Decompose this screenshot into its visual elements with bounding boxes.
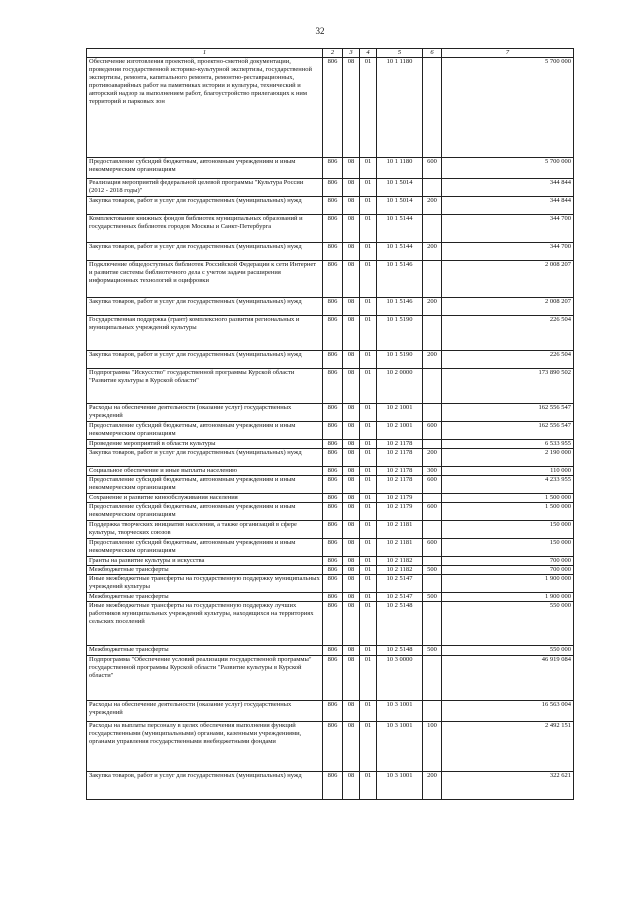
- section-code: 08: [343, 58, 360, 158]
- expense-type-code: [423, 602, 442, 646]
- subsection-code: 01: [360, 179, 377, 197]
- target-article-code: 10 1 5144: [377, 243, 423, 261]
- ved-code: 806: [323, 298, 343, 316]
- item-name: Закупка товаров, работ и услуг для государственных (муниципальных) нужд: [87, 298, 323, 316]
- section-code: 08: [343, 593, 360, 602]
- subsection-code: 01: [360, 261, 377, 298]
- subsection-code: 01: [360, 467, 377, 476]
- item-name: Межбюджетные трансферты: [87, 566, 323, 575]
- target-article-code: 10 1 5190: [377, 316, 423, 351]
- expense-type-code: 100: [423, 722, 442, 772]
- subsection-code: 01: [360, 298, 377, 316]
- section-code: 08: [343, 197, 360, 215]
- expense-type-code: [423, 557, 442, 566]
- subsection-code: 01: [360, 646, 377, 656]
- amount: 322 621: [442, 772, 574, 800]
- section-code: 08: [343, 701, 360, 722]
- amount: 226 504: [442, 316, 574, 351]
- target-article-code: 10 2 5147: [377, 593, 423, 602]
- table-row: [87, 701, 574, 722]
- ved-code: 806: [323, 158, 343, 179]
- item-name: Расходы на обеспечение деятельности (оказание услуг) государственных учреждений: [87, 404, 323, 422]
- section-code: 08: [343, 298, 360, 316]
- subsection-code: 01: [360, 722, 377, 772]
- target-article-code: 10 2 1181: [377, 521, 423, 539]
- expense-type-code: [423, 369, 442, 404]
- ved-code: 806: [323, 467, 343, 476]
- expense-type-code: 600: [423, 539, 442, 557]
- target-article-code: 10 2 1178: [377, 476, 423, 494]
- subsection-code: 01: [360, 58, 377, 158]
- subsection-code: 01: [360, 575, 377, 593]
- item-name: Предоставление субсидий бюджетным, автономным учреждениям и иным некоммерческим организациям: [87, 503, 323, 521]
- amount: 2 008 207: [442, 261, 574, 298]
- table-row: [87, 722, 574, 772]
- item-name: Проведение мероприятий в области культуры: [87, 440, 323, 449]
- subsection-code: 01: [360, 772, 377, 800]
- expense-type-code: [423, 575, 442, 593]
- item-name: Реализация мероприятий федеральной целевой программы "Культура России (2012 - 2018 годы)": [87, 179, 323, 197]
- item-name: Межбюджетные трансферты: [87, 593, 323, 602]
- amount: 344 700: [442, 243, 574, 261]
- item-name: Подпрограмма "Обеспечение условий реализации государственной программы" государственной программы Курской области "Развитие культуры в Курской области": [87, 656, 323, 701]
- table-row: [87, 557, 574, 566]
- target-article-code: 10 1 1180: [377, 158, 423, 179]
- section-code: 08: [343, 494, 360, 503]
- expense-type-code: 500: [423, 593, 442, 602]
- item-name: Предоставление субсидий бюджетным, автономным учреждениям и иным некоммерческим организациям: [87, 422, 323, 440]
- column-header-csr: 5: [377, 49, 423, 58]
- item-name: Закупка товаров, работ и услуг для государственных (муниципальных) нужд: [87, 243, 323, 261]
- column-header-sum: 7: [442, 49, 574, 58]
- section-code: 08: [343, 215, 360, 243]
- expense-type-code: [423, 521, 442, 539]
- expense-type-code: 200: [423, 351, 442, 369]
- amount: 344 844: [442, 179, 574, 197]
- target-article-code: 10 3 1001: [377, 722, 423, 772]
- expense-type-code: [423, 656, 442, 701]
- section-code: 08: [343, 404, 360, 422]
- item-name: Расходы на выплаты персоналу в целях обеспечения выполнения функций государственными (муниципальными) органами, казенными учреждениями, органами управления государственными внебюджетными фондами: [87, 722, 323, 772]
- amount: 1 900 000: [442, 575, 574, 593]
- table-row: [87, 503, 574, 521]
- item-name: Поддержка творческих инициатив населения, а также организаций в сфере культуры, творческих союзов: [87, 521, 323, 539]
- subsection-code: 01: [360, 557, 377, 566]
- target-article-code: 10 1 5144: [377, 215, 423, 243]
- table-row: [87, 656, 574, 701]
- expense-type-code: 200: [423, 243, 442, 261]
- amount: 700 000: [442, 557, 574, 566]
- amount: 110 000: [442, 467, 574, 476]
- subsection-code: 01: [360, 197, 377, 215]
- expense-type-code: 500: [423, 566, 442, 575]
- section-code: 08: [343, 467, 360, 476]
- table-row: [87, 215, 574, 243]
- expense-type-code: [423, 58, 442, 158]
- table-row: [87, 467, 574, 476]
- target-article-code: 10 3 0000: [377, 656, 423, 701]
- item-name: Закупка товаров, работ и услуг для государственных (муниципальных) нужд: [87, 197, 323, 215]
- ved-code: 806: [323, 646, 343, 656]
- amount: 2 492 151: [442, 722, 574, 772]
- ved-code: 806: [323, 369, 343, 404]
- amount: 1 500 000: [442, 494, 574, 503]
- section-code: 08: [343, 351, 360, 369]
- table-row: [87, 316, 574, 351]
- ved-code: 806: [323, 197, 343, 215]
- section-code: 08: [343, 539, 360, 557]
- item-name: Предоставление субсидий бюджетным, автономным учреждениям и иным некоммерческим организациям: [87, 158, 323, 179]
- amount: 700 000: [442, 566, 574, 575]
- ved-code: 806: [323, 261, 343, 298]
- table-row: [87, 422, 574, 440]
- column-header-vr: 6: [423, 49, 442, 58]
- table-header-row: [87, 49, 574, 58]
- expense-type-code: [423, 404, 442, 422]
- amount: 150 000: [442, 539, 574, 557]
- expense-type-code: [423, 215, 442, 243]
- expense-type-code: 600: [423, 158, 442, 179]
- target-article-code: 10 3 1001: [377, 701, 423, 722]
- item-name: Социальное обеспечение и иные выплаты населению: [87, 467, 323, 476]
- ved-code: 806: [323, 521, 343, 539]
- table-row: [87, 404, 574, 422]
- item-name: Закупка товаров, работ и услуг для государственных (муниципальных) нужд: [87, 351, 323, 369]
- table-row: [87, 566, 574, 575]
- subsection-code: 01: [360, 602, 377, 646]
- table-row: [87, 593, 574, 602]
- table-row: [87, 476, 574, 494]
- expense-type-code: 600: [423, 422, 442, 440]
- table-row: [87, 158, 574, 179]
- item-name: Межбюджетные трансферты: [87, 646, 323, 656]
- target-article-code: 10 1 5190: [377, 351, 423, 369]
- subsection-code: 01: [360, 158, 377, 179]
- table-row: [87, 179, 574, 197]
- target-article-code: 10 2 5147: [377, 575, 423, 593]
- section-code: 08: [343, 602, 360, 646]
- section-code: 08: [343, 503, 360, 521]
- ved-code: 806: [323, 476, 343, 494]
- ved-code: 806: [323, 722, 343, 772]
- subsection-code: 01: [360, 449, 377, 467]
- section-code: 08: [343, 722, 360, 772]
- subsection-code: 01: [360, 476, 377, 494]
- target-article-code: 10 1 5014: [377, 179, 423, 197]
- section-code: 08: [343, 557, 360, 566]
- ved-code: 806: [323, 58, 343, 158]
- ved-code: 806: [323, 215, 343, 243]
- section-code: 08: [343, 449, 360, 467]
- amount: 226 504: [442, 351, 574, 369]
- item-name: Подпрограмма "Искусство" государственной программы Курской области "Развитие культуры в Курской области": [87, 369, 323, 404]
- target-article-code: 10 2 1178: [377, 440, 423, 449]
- section-code: 08: [343, 369, 360, 404]
- table-row: [87, 646, 574, 656]
- target-article-code: 10 2 1001: [377, 422, 423, 440]
- target-article-code: 10 2 1179: [377, 494, 423, 503]
- item-name: Обеспечение изготовления проектной, проектно-сметной документации, проведения государственной историко-культурной экспертизы, государственной экспертизы, ремонта, капитального ремонта, ремонтно-реставрационных, противоаварийных работ на памятниках истории и культуры, технический и авторский надзор за выполнением работ, благоустройство прилегающих к ним территорий и парковых зон: [87, 58, 323, 158]
- amount: 150 000: [442, 521, 574, 539]
- target-article-code: 10 2 1178: [377, 467, 423, 476]
- budget-table: [86, 48, 574, 800]
- section-code: 08: [343, 646, 360, 656]
- table-row: [87, 351, 574, 369]
- item-name: Закупка товаров, работ и услуг для государственных (муниципальных) нужд: [87, 449, 323, 467]
- target-article-code: 10 1 5146: [377, 261, 423, 298]
- table-row: [87, 539, 574, 557]
- expense-type-code: 200: [423, 197, 442, 215]
- amount: 162 556 547: [442, 404, 574, 422]
- table-row: [87, 575, 574, 593]
- subsection-code: 01: [360, 521, 377, 539]
- expense-type-code: [423, 261, 442, 298]
- table-row: [87, 440, 574, 449]
- amount: 550 000: [442, 646, 574, 656]
- amount: 46 919 084: [442, 656, 574, 701]
- expense-type-code: [423, 701, 442, 722]
- ved-code: 806: [323, 701, 343, 722]
- subsection-code: 01: [360, 656, 377, 701]
- item-name: Государственная поддержка (грант) комплексного развития региональных и муниципальных учреждений культуры: [87, 316, 323, 351]
- subsection-code: 01: [360, 369, 377, 404]
- item-name: Подключение общедоступных библиотек Российской Федерации к сети Интернет и развитие системы библиотечного дела с учетом задачи расширения информационных технологий и оцифровки: [87, 261, 323, 298]
- ved-code: 806: [323, 602, 343, 646]
- amount: 344 844: [442, 197, 574, 215]
- column-header-pr: 4: [360, 49, 377, 58]
- target-article-code: 10 2 1182: [377, 566, 423, 575]
- subsection-code: 01: [360, 566, 377, 575]
- expense-type-code: 200: [423, 298, 442, 316]
- section-code: 08: [343, 158, 360, 179]
- item-name: Комплектование книжных фондов библиотек муниципальных образований и государственных библиотек городов Москвы и Санкт-Петербурга: [87, 215, 323, 243]
- expense-type-code: 200: [423, 449, 442, 467]
- section-code: 08: [343, 656, 360, 701]
- expense-type-code: [423, 494, 442, 503]
- section-code: 08: [343, 261, 360, 298]
- subsection-code: 01: [360, 440, 377, 449]
- ved-code: 806: [323, 593, 343, 602]
- item-name: Закупка товаров, работ и услуг для государственных (муниципальных) нужд: [87, 772, 323, 800]
- section-code: 08: [343, 772, 360, 800]
- item-name: Сохранение и развитие кинообслуживания населения: [87, 494, 323, 503]
- section-code: 08: [343, 566, 360, 575]
- expense-type-code: 600: [423, 476, 442, 494]
- ved-code: 806: [323, 351, 343, 369]
- ved-code: 806: [323, 179, 343, 197]
- item-name: Предоставление субсидий бюджетным, автономным учреждениям и иным некоммерческим организациям: [87, 476, 323, 494]
- item-name: Иные межбюджетные трансферты на государственную поддержку муниципальных учреждений культуры: [87, 575, 323, 593]
- expense-type-code: 200: [423, 772, 442, 800]
- section-code: 08: [343, 575, 360, 593]
- table-row: [87, 243, 574, 261]
- ved-code: 806: [323, 422, 343, 440]
- item-name: Иные межбюджетные трансферты на государственную поддержку лучших работников муниципальных учреждений культуры, находящихся на территориях сельских поселений: [87, 602, 323, 646]
- ved-code: 806: [323, 539, 343, 557]
- ved-code: 806: [323, 440, 343, 449]
- table-row: [87, 261, 574, 298]
- ved-code: 806: [323, 404, 343, 422]
- section-code: 08: [343, 476, 360, 494]
- column-header-name: 1: [87, 49, 323, 58]
- table-row: [87, 521, 574, 539]
- column-header-ved: 2: [323, 49, 343, 58]
- ved-code: 806: [323, 772, 343, 800]
- ved-code: 806: [323, 557, 343, 566]
- amount: 5 700 000: [442, 158, 574, 179]
- section-code: 08: [343, 316, 360, 351]
- table-row: [87, 772, 574, 800]
- table-row: [87, 449, 574, 467]
- subsection-code: 01: [360, 404, 377, 422]
- target-article-code: 10 1 1180: [377, 58, 423, 158]
- expense-type-code: 600: [423, 503, 442, 521]
- subsection-code: 01: [360, 503, 377, 521]
- expense-type-code: 500: [423, 646, 442, 656]
- subsection-code: 01: [360, 422, 377, 440]
- target-article-code: 10 2 1182: [377, 557, 423, 566]
- ved-code: 806: [323, 566, 343, 575]
- ved-code: 806: [323, 316, 343, 351]
- target-article-code: 10 2 5148: [377, 646, 423, 656]
- target-article-code: 10 2 1178: [377, 449, 423, 467]
- table-row: [87, 494, 574, 503]
- amount: 173 890 502: [442, 369, 574, 404]
- table-row: [87, 369, 574, 404]
- target-article-code: 10 2 1181: [377, 539, 423, 557]
- subsection-code: 01: [360, 593, 377, 602]
- item-name: Гранты на развитие культуры и искусства: [87, 557, 323, 566]
- target-article-code: 10 1 5014: [377, 197, 423, 215]
- section-code: 08: [343, 179, 360, 197]
- subsection-code: 01: [360, 701, 377, 722]
- section-code: 08: [343, 422, 360, 440]
- section-code: 08: [343, 521, 360, 539]
- amount: 5 700 000: [442, 58, 574, 158]
- ved-code: 806: [323, 503, 343, 521]
- target-article-code: 10 2 5148: [377, 602, 423, 646]
- page-number: 32: [315, 26, 325, 36]
- expense-type-code: 300: [423, 467, 442, 476]
- subsection-code: 01: [360, 243, 377, 261]
- target-article-code: 10 2 0000: [377, 369, 423, 404]
- amount: 1 900 000: [442, 593, 574, 602]
- ved-code: 806: [323, 494, 343, 503]
- amount: 2 190 000: [442, 449, 574, 467]
- amount: 2 008 207: [442, 298, 574, 316]
- item-name: Расходы на обеспечение деятельности (оказание услуг) государственных учреждений: [87, 701, 323, 722]
- subsection-code: 01: [360, 351, 377, 369]
- table-row: [87, 298, 574, 316]
- ved-code: 806: [323, 243, 343, 261]
- subsection-code: 01: [360, 494, 377, 503]
- amount: 16 563 004: [442, 701, 574, 722]
- table-row: [87, 602, 574, 646]
- amount: 162 556 547: [442, 422, 574, 440]
- subsection-code: 01: [360, 539, 377, 557]
- target-article-code: 10 2 1001: [377, 404, 423, 422]
- table-row: [87, 197, 574, 215]
- subsection-code: 01: [360, 215, 377, 243]
- section-code: 08: [343, 440, 360, 449]
- amount: 6 533 955: [442, 440, 574, 449]
- column-header-rz: 3: [343, 49, 360, 58]
- table-row: [87, 58, 574, 158]
- section-code: 08: [343, 243, 360, 261]
- expense-type-code: [423, 179, 442, 197]
- amount: 550 000: [442, 602, 574, 646]
- ved-code: 806: [323, 575, 343, 593]
- expense-type-code: [423, 316, 442, 351]
- item-name: Предоставление субсидий бюджетным, автономным учреждениям и иным некоммерческим организациям: [87, 539, 323, 557]
- subsection-code: 01: [360, 316, 377, 351]
- target-article-code: 10 2 1179: [377, 503, 423, 521]
- amount: 4 233 955: [442, 476, 574, 494]
- target-article-code: 10 1 5146: [377, 298, 423, 316]
- amount: 1 500 000: [442, 503, 574, 521]
- expense-type-code: [423, 440, 442, 449]
- amount: 344 700: [442, 215, 574, 243]
- target-article-code: 10 3 1001: [377, 772, 423, 800]
- ved-code: 806: [323, 656, 343, 701]
- ved-code: 806: [323, 449, 343, 467]
